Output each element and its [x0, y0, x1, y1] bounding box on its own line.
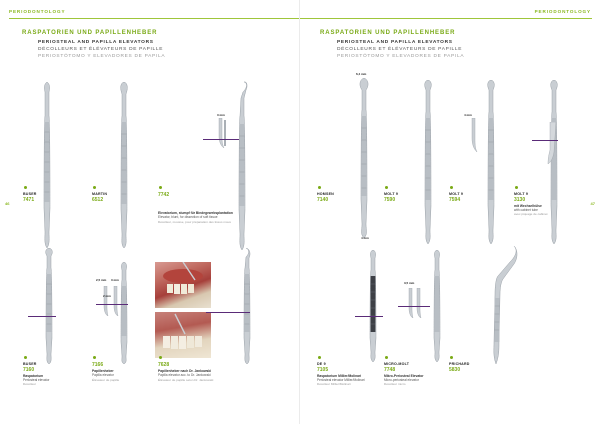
- item-brand: PRICHARD: [449, 362, 470, 366]
- right-page: [300, 0, 600, 424]
- item-desc-en: Periosteal elevator Millier/Molinari: [317, 377, 365, 382]
- item-desc-fr: Élévateur de papille: [92, 377, 120, 382]
- marker-dot: [24, 186, 27, 189]
- item-brand: MOLT 9: [449, 192, 464, 196]
- item-code: 7748: [384, 366, 396, 373]
- item-7748: [384, 362, 446, 386]
- marker-line: [28, 316, 56, 317]
- right-header-rule: [300, 18, 592, 19]
- item-desc-de: mit Wechselhülse: [514, 203, 542, 208]
- item-desc-fr: Décolleur Millier/Molinari: [317, 382, 351, 386]
- item-7594: [449, 192, 495, 204]
- marker-line: [203, 139, 239, 140]
- item-desc-de: Raspatorium Millier/Molinari: [317, 373, 362, 378]
- item-7742: [158, 192, 276, 224]
- item-7166: [92, 362, 138, 382]
- item-code: 7742: [158, 192, 170, 198]
- instrument-7628-image: [236, 248, 252, 364]
- marker-line: [532, 140, 558, 141]
- dimension-3mm-b: 3 mm: [111, 278, 119, 282]
- right-subtitle-fr: DÉCOLLEURS ET ÉLÉVATEURS DE PAPILLE: [337, 47, 463, 52]
- right-subtitle-en: PERIOSTEAL AND PAPILLA ELEVATORS: [337, 40, 453, 45]
- dimension-4mm-a: 4 mm: [361, 236, 369, 240]
- item-7628: [158, 362, 276, 382]
- dimension-4mm-b: 4 mm: [464, 113, 472, 117]
- item-desc-de: Papillenheber: [92, 369, 114, 373]
- instrument-6512-image: [117, 82, 131, 248]
- item-brand: MICRO-MOLT: [384, 362, 410, 366]
- item-desc-de: Raspatorium: [23, 373, 44, 378]
- marker-dot: [450, 186, 453, 189]
- right-subtitle-es: PERIOSTÓTOMO Y ELEVADORES DE PAPILA: [337, 54, 465, 59]
- instrument-3130-sleeve: [540, 122, 566, 164]
- item-code: 7594: [449, 196, 461, 203]
- instrument-7140-image: [357, 78, 371, 238]
- item-code: 7105: [317, 366, 329, 373]
- left-subtitle-es: PERIOSTÓTOMO Y ELEVADORES DE PAPILA: [38, 54, 166, 59]
- item-3130: [514, 192, 576, 216]
- item-desc-fr: avec piquage de cabinet: [514, 212, 548, 216]
- marker-dot: [159, 186, 162, 189]
- instrument-7748-image: [431, 250, 443, 362]
- item-code: 7590: [384, 196, 396, 203]
- dimension-3-5mm: 3,5 mm: [404, 281, 415, 285]
- item-5830: [449, 362, 495, 374]
- item-desc-en: with cabinet tube: [514, 207, 538, 212]
- item-7160: [23, 362, 69, 386]
- item-7590: [384, 192, 430, 204]
- item-desc-de: Elevatorium, stumpf für Bindegewebsplantation: [158, 211, 233, 215]
- marker-dot: [93, 186, 96, 189]
- item-desc-en: Micro-periosteal elevator: [384, 377, 419, 382]
- item-7105: [317, 362, 381, 386]
- marker-line: [96, 304, 128, 305]
- instrument-5830-image: [484, 246, 518, 364]
- marker-dot: [450, 356, 453, 359]
- left-subtitle-en: PERIOSTEAL AND PAPILLA ELEVATORS: [38, 40, 154, 45]
- marker-dot: [24, 356, 27, 359]
- item-code: 3130: [514, 196, 526, 203]
- item-brand: DE 9: [317, 362, 326, 366]
- instrument-7105-image: [367, 250, 379, 362]
- instrument-7160-image: [41, 248, 57, 364]
- item-code: 5830: [449, 366, 461, 373]
- item-desc-en: Papilla elevator acc. to Dr. Jankowski: [158, 373, 211, 378]
- left-section-title: RASPATORIEN UND PAPILLENHEBER: [22, 30, 158, 36]
- left-header-rule: [9, 18, 300, 19]
- item-desc-en: Elevator, blunt, for dissection of soft tissue: [158, 215, 218, 220]
- item-desc-en: Papilla elevator: [92, 373, 114, 378]
- item-desc-de: Papillenheber nach Dr. Jankowski: [158, 369, 212, 373]
- instrument-7748-detail: [405, 288, 425, 318]
- item-brand: BUSER: [23, 192, 37, 196]
- dimension-3mm: 3 mm: [217, 113, 225, 117]
- right-section-title: RASPATORIEN UND PAPILLENHEBER: [320, 30, 456, 36]
- right-page-number: 47: [590, 201, 595, 206]
- item-desc-fr: Décolleur micro: [384, 382, 406, 386]
- dimension-6-4mm: 6,4 mm: [356, 72, 367, 76]
- instrument-7590-image: [421, 80, 435, 244]
- item-code: 7166: [92, 362, 104, 368]
- item-code: 7160: [23, 366, 35, 373]
- item-brand: BUSER: [23, 362, 37, 366]
- clinical-photo-1: [155, 262, 211, 308]
- item-7140: [317, 192, 363, 204]
- item-desc-de: Mikro-Periosteal Elevator: [384, 373, 424, 378]
- dimension-2-5mm: 2,5 mm: [96, 278, 107, 282]
- item-desc-fr: Décolleur: [23, 382, 37, 386]
- right-header: PERIODONTOLOGY: [534, 9, 591, 14]
- marker-dot: [318, 356, 321, 359]
- item-code: 6512: [92, 196, 104, 203]
- dimension-2mm: 2 mm: [103, 294, 111, 298]
- marker-dot: [385, 356, 388, 359]
- instrument-7166-detail: [100, 286, 124, 316]
- item-brand: HOMSEN: [317, 192, 334, 196]
- marker-dot: [159, 356, 162, 359]
- marker-line: [355, 316, 383, 317]
- item-7471: [23, 192, 69, 204]
- item-desc-fr: Élévateur de papille selon Dr. Jankowski: [158, 377, 214, 382]
- instrument-7742-detail: [212, 118, 230, 148]
- marker-dot: [318, 186, 321, 189]
- item-code: 7471: [23, 196, 35, 203]
- clinical-photo-2: [155, 312, 211, 358]
- item-brand: MOLT 9: [384, 192, 399, 196]
- instrument-7471-image: [41, 82, 53, 248]
- item-code: 7628: [158, 362, 170, 368]
- marker-dot: [93, 356, 96, 359]
- marker-line: [206, 312, 250, 313]
- left-subtitle-fr: DÉCOLLEURS ET ÉLÉVATEURS DE PAPILLE: [38, 47, 164, 52]
- item-code: 7140: [317, 196, 329, 203]
- item-brand: MOLT 9: [514, 192, 529, 196]
- marker-line: [398, 306, 430, 307]
- left-page-number: 46: [5, 201, 10, 206]
- instrument-7594-detail: [466, 118, 482, 152]
- item-desc-fr: Décolleur, mousse, pour préparation des tissus mous: [158, 219, 231, 224]
- instrument-7742-image: [228, 80, 250, 250]
- marker-dot: [515, 186, 518, 189]
- marker-dot: [385, 186, 388, 189]
- left-header: PERIODONTOLOGY: [9, 9, 66, 14]
- item-desc-en: Periosteal elevator: [23, 377, 50, 382]
- item-6512: [92, 192, 138, 204]
- instrument-7594-image: [484, 80, 498, 244]
- item-brand: MARTIN: [92, 192, 108, 196]
